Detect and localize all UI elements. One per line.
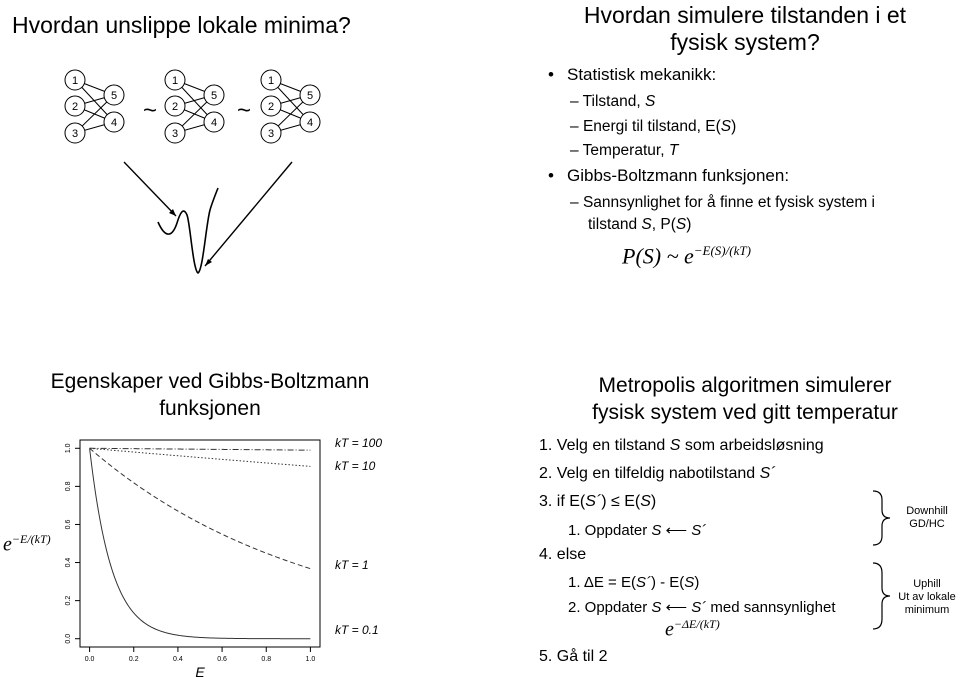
network-node-label: 4: [210, 117, 218, 129]
uphill-line2: Ut av lokale: [898, 591, 956, 603]
bullet-dot-2: •: [548, 166, 554, 185]
x-tick-label: 0.0: [84, 656, 95, 663]
network-node-label: 4: [306, 117, 314, 129]
curve-label: kT = 10: [335, 459, 376, 473]
uphill-line3: minimum: [904, 604, 950, 616]
network-node-label: 2: [171, 101, 179, 113]
series-line-kT-0.1: [90, 448, 311, 638]
network-node-label: 5: [210, 90, 218, 102]
y-tick-label: 0.0: [65, 633, 72, 644]
x-axis-label: E: [195, 664, 205, 677]
sub-energi-var: S: [720, 118, 732, 135]
s1b: som arbeidsløsning: [680, 437, 824, 454]
slide4-title-line1: Metropolis algoritmen simulerer: [598, 374, 892, 397]
network-node-label: 3: [71, 128, 79, 140]
s41c: ): [694, 574, 700, 591]
s31v2: S´: [691, 522, 707, 539]
x-tick-label: 1.0: [305, 656, 316, 663]
l2-v2: S: [675, 216, 687, 233]
series-line-kT-10: [90, 448, 311, 466]
l2-v1: S: [641, 216, 652, 233]
slide1-title: Hvordan unslippe lokale minima?: [12, 12, 351, 38]
gibbs-formula: [622, 243, 751, 269]
chart-plot-frame: [80, 440, 320, 647]
network-diagram: [40, 60, 360, 280]
s41v2: S: [684, 574, 695, 591]
sub-tilstand: – Tilstand, S: [570, 93, 656, 110]
metropolis-probability: [665, 617, 720, 642]
sub-sannsynlighet-line1: – Sannsynlighet for å finne et fysisk system i: [570, 194, 875, 211]
step-1: [539, 437, 824, 455]
s41b: ) - E(: [650, 574, 685, 591]
left-arrow-icon: ⟵: [661, 522, 692, 539]
s2a: 2. Velg en tilfeldig nabotilstand: [539, 465, 760, 482]
sub-energi-text: Energi til tilstand, E(: [582, 118, 721, 135]
x-tick-label: 0.8: [261, 656, 272, 663]
s31a: 1. Oppdater: [568, 522, 652, 539]
network-node-label: 2: [267, 101, 275, 113]
s3c: ): [650, 493, 657, 510]
step-3-1: [568, 521, 706, 539]
gibbs-formula-main: P(S) ~ e: [622, 243, 694, 269]
x-tick-label: 0.4: [173, 656, 183, 663]
y-tick-label: 0.2: [65, 595, 72, 606]
l2-b: , P(: [651, 216, 676, 233]
prob-exp: −ΔE/(kT): [673, 617, 720, 631]
tilde-2: ~: [237, 97, 252, 124]
s42b: med sannsynlighet: [706, 599, 836, 616]
arrow-line-1: [124, 162, 176, 216]
network-node-label: 5: [306, 90, 314, 102]
step-2: [539, 465, 776, 483]
y-tick-label: 1.0: [65, 443, 72, 454]
slide3-title: [0, 368, 420, 422]
downhill-line1: Downhill: [906, 505, 948, 517]
slide4-title-line2: fysisk system ved gitt temperatur: [592, 401, 898, 424]
sub-tilstand-text: Tilstand,: [582, 93, 645, 110]
bullet-dot-1: •: [548, 65, 554, 84]
step-4-1: [568, 574, 699, 591]
prob-base: e: [665, 618, 674, 641]
slide3-title-line1: Egenskaper ved Gibbs-Boltzmann: [50, 370, 370, 393]
s3v1: S´: [585, 493, 602, 510]
network-node-label: 3: [267, 128, 275, 140]
sub-energi-close: ): [731, 118, 737, 135]
s1v: S: [669, 437, 681, 454]
y-tick-label: 0.6: [65, 519, 72, 530]
slide2-title: [570, 2, 920, 56]
sub-tilstand-var: S: [644, 93, 656, 110]
network-node-label: 1: [171, 75, 179, 87]
curve-label: kT = 1: [335, 558, 369, 572]
arrow-head-2: [205, 259, 212, 266]
slide4-title: [555, 372, 935, 426]
gibbs-formula-exp: −E(S)/(kT): [693, 243, 751, 258]
downhill-line2: GD/HC: [909, 518, 945, 530]
left-arrow-icon-2: ⟵: [661, 599, 692, 616]
sub-temperatur: – Temperatur, T: [570, 142, 679, 159]
y-tick-label: 0.8: [65, 481, 72, 492]
tilde-1: ~: [143, 97, 158, 124]
step-3: [539, 493, 656, 511]
downhill-note: [893, 505, 960, 531]
step-4-2: [568, 598, 836, 616]
sub-temperatur-text: Temperatur,: [582, 142, 669, 159]
network-node-label: 1: [71, 75, 79, 87]
s42v1: S: [651, 599, 662, 616]
series-line-kT-100: [90, 448, 311, 450]
x-tick-label: 0.6: [217, 656, 227, 663]
step-5: 5. Gå til 2: [539, 648, 608, 665]
curve-label: kT = 100: [335, 436, 383, 450]
bullet-statistisk: Statistisk mekanikk:: [567, 65, 717, 84]
sub-temperatur-var: T: [668, 142, 679, 159]
step-4: 4. else: [539, 546, 587, 563]
series-line-kT-1: [90, 448, 311, 568]
s42v2: S´: [691, 599, 707, 616]
s31v1: S: [651, 522, 662, 539]
s1a: 1. Velg en tilstand: [539, 437, 670, 454]
s3b: ) ≤ E(: [601, 493, 641, 510]
network-node-label: 5: [110, 90, 118, 102]
uphill-brace: [873, 563, 890, 629]
gibbs-chart: [45, 432, 425, 677]
bullet-gibbs: Gibbs-Boltzmann funksjonen:: [567, 166, 790, 185]
sub-energi: – Energi til tilstand, E(S): [570, 118, 737, 135]
y-tick-label: 0.4: [65, 557, 72, 568]
slide2-title-line1: Hvordan simulere tilstanden i et: [583, 2, 907, 28]
l2-c: ): [686, 216, 692, 233]
network-node-label: 3: [171, 128, 179, 140]
x-tick-label: 0.2: [128, 656, 139, 663]
chart-ylabel-base: e: [3, 533, 12, 556]
arrow-line-2: [205, 162, 292, 266]
s2v: S´: [759, 465, 776, 482]
slide2-title-line2: fysisk system?: [670, 29, 820, 55]
slide3-title-line2: funksjonen: [159, 397, 261, 420]
sub-sannsynlighet-line2: [588, 216, 691, 234]
chart-ylabel-exp: −E/(kT): [11, 532, 51, 546]
network-node-label: 2: [71, 101, 79, 113]
uphill-line1: Uphill: [913, 578, 941, 590]
s41a: 1. ΔE = E(: [568, 574, 636, 591]
s3v2: S: [640, 493, 651, 510]
sub-sannsynlighet-text: Sannsynlighet for å finne et fysisk system i: [582, 194, 875, 211]
l2-a: tilstand: [588, 216, 642, 233]
network-node-label: 4: [110, 117, 118, 129]
network-node-label: 1: [267, 75, 275, 87]
s42a: 2. Oppdater: [568, 599, 652, 616]
chart-ylabel: [3, 532, 51, 557]
s3a: 3. if E(: [539, 493, 586, 510]
downhill-brace: [873, 491, 890, 545]
uphill-note: [893, 578, 960, 617]
curve-label: kT = 0.1: [335, 623, 379, 637]
s41v1: S´: [635, 574, 651, 591]
